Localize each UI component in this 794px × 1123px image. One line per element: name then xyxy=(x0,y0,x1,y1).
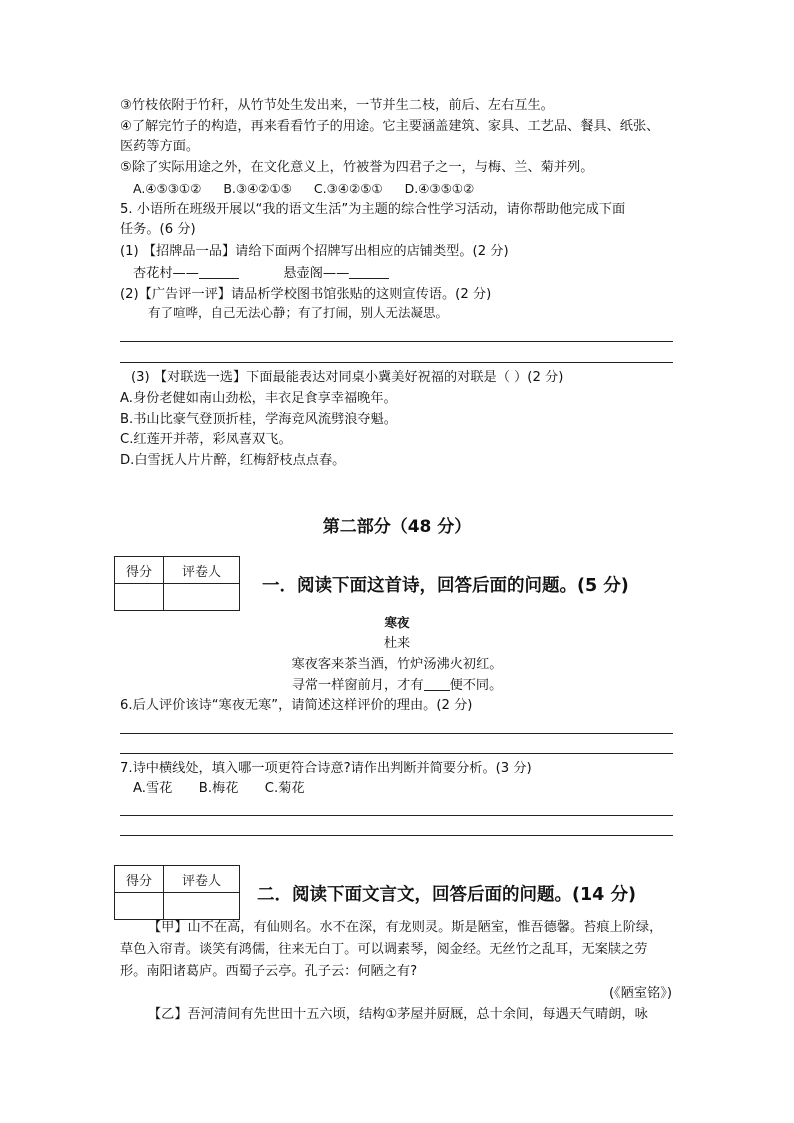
q5-signs xyxy=(133,264,389,284)
q5-answer-line-2[interactable] xyxy=(120,362,673,363)
order-item-3: ③竹枝依附于竹秆，从竹节处生发出来，一节并生二枝，前后、左右互生。 xyxy=(120,98,554,113)
q7-answer-line-1[interactable] xyxy=(120,815,673,816)
q5-sub1-label: (1) 【招牌品一品】请给下面两个招牌写出相应的店铺类型。(2 分) xyxy=(120,244,509,259)
order-option-a: A.④⑤③①② xyxy=(133,181,202,196)
q7-option-a: A.雪花 xyxy=(133,781,173,796)
score-table-1 xyxy=(114,556,240,611)
passage-jia-line-3: 形。南阳诸葛庐。西蜀子云亭。孔子云：何陋之有? xyxy=(120,964,418,979)
order-item-5: ⑤除了实际用途之外，在文化意义上，竹被誉为四君子之一，与梅、兰、菊并列。 xyxy=(120,160,594,175)
q7-option-b: B.梅花 xyxy=(198,781,239,796)
order-item-4-cont: 医药等方面。 xyxy=(120,139,200,154)
q5-stem-2: 任务。(6 分) xyxy=(120,222,196,237)
section-2-title: 二．阅读下面文言文，回答后面的问题。(14 分) xyxy=(257,885,636,905)
sign-1-answer-blank[interactable] xyxy=(199,264,239,279)
q5-stem-1: 5. 小语所在班级开展以“我的语文生活”为主题的综合性学习活动，请你帮助他完成下面 xyxy=(120,202,626,217)
score-header: 得分 xyxy=(115,557,164,584)
library-slogan: 有了喧哗，自己无法心静；有了打闹，别人无法凝思。 xyxy=(148,305,449,320)
q6-answer-line-2[interactable] xyxy=(120,753,673,754)
score-header: 得分 xyxy=(115,866,164,893)
q5-answer-line-1[interactable] xyxy=(120,341,673,342)
order-option-b: B.③④②①⑤ xyxy=(223,181,292,196)
grader-cell[interactable] xyxy=(164,893,240,920)
poem-line-2 xyxy=(0,675,794,696)
sign-2-answer-blank[interactable] xyxy=(349,264,389,279)
score-cell[interactable] xyxy=(115,584,164,611)
score-cell[interactable] xyxy=(115,893,164,920)
couplet-option-c: C.红莲开并蒂，彩凤喜双飞。 xyxy=(120,432,292,447)
passage-jia-line-2: 草色入帘青。谈笑有鸿儒，往来无白丁。可以调素琴，阅金经。无丝竹之乱耳，无案牍之劳 xyxy=(120,942,648,957)
grader-header: 评卷人 xyxy=(164,866,240,893)
grader-cell[interactable] xyxy=(164,584,240,611)
score-table-2 xyxy=(114,865,240,920)
passage-jia-source: (《陋室铭》) xyxy=(608,986,672,1001)
q7-options xyxy=(133,779,305,799)
poem-author: 杜来 xyxy=(383,636,411,651)
section-1-title: 一．阅读下面这首诗，回答后面的问题。(5 分) xyxy=(262,576,629,596)
couplet-option-a: A.身份老健如南山劲松，丰衣足食享幸福晚年。 xyxy=(120,391,397,406)
poem-title: 寒夜 xyxy=(384,615,410,630)
order-options xyxy=(133,179,474,199)
couplet-option-b: B.书山比豪气登顶折桂，学海竞风流劈浪夺魁。 xyxy=(120,412,397,427)
sign-2: 悬壶阁—— xyxy=(283,266,350,281)
poem-line-2-end: 便不同。 xyxy=(449,678,503,693)
poem-blank xyxy=(424,676,450,691)
question-6: 6.后人评价该诗“寒夜无寒”，请简述这样评价的理由。(2 分) xyxy=(120,698,473,713)
passage-yi-line-1: 【乙】吾河清间有先世田十五六顷，结构①茅屋并厨厩，总十余间，每遇天气晴朗，咏 xyxy=(148,1007,648,1022)
q5-sub3-label: (3) 【对联选一选】下面最能表达对同桌小冀美好祝福的对联是（ ）(2 分) xyxy=(131,370,564,385)
passage-jia-line-1: 【甲】山不在高，有仙则名。水不在深，有龙则灵。斯是陋室，惟吾德馨。苔痕上阶绿， xyxy=(148,920,663,935)
order-item-4: ④了解完竹子的构造，再来看看竹子的用途。它主要涵盖建筑、家具、工艺品、餐具、纸张、 xyxy=(120,119,660,134)
couplet-option-d: D.白雪抚人片片醉，红梅舒枝点点春。 xyxy=(120,453,346,468)
poem-line-1: 寒夜客来茶当酒，竹炉汤沸火初红。 xyxy=(291,657,503,672)
order-option-c: C.③④②⑤① xyxy=(313,181,383,196)
part-two-title: 第二部分（48 分） xyxy=(322,517,472,537)
q7-option-c: C.菊花 xyxy=(264,781,305,796)
q5-sub2-label: (2)【广告评一评】请品析学校图书馆张贴的这则宣传语。(2 分) xyxy=(120,287,492,302)
q7-answer-line-2[interactable] xyxy=(120,835,673,836)
sign-1: 杏花村—— xyxy=(133,266,199,281)
grader-header: 评卷人 xyxy=(164,557,240,584)
question-7: 7.诗中横线处，填入哪一项更符合诗意?请作出判断并简要分析。(3 分) xyxy=(120,761,532,776)
poem-line-2-start: 寻常一样窗前月，才有 xyxy=(291,678,424,693)
q6-answer-line-1[interactable] xyxy=(120,733,673,734)
order-option-d: D.④③⑤①② xyxy=(404,181,475,196)
